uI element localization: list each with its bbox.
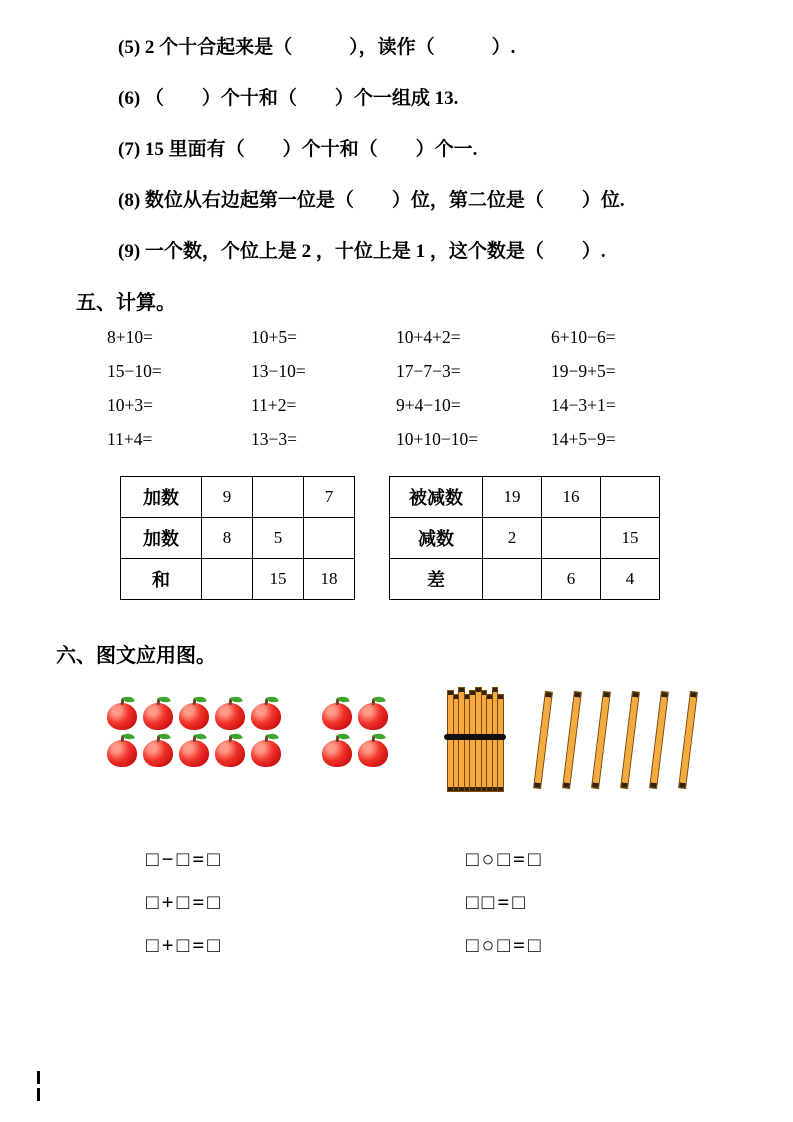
calc-problem: 15−10= (107, 361, 162, 381)
table-cell: 16 (542, 477, 601, 518)
table-cell (542, 518, 601, 559)
stick-icon (620, 691, 640, 789)
apple-icon (107, 703, 137, 730)
table-cell: 15 (253, 559, 304, 600)
calc-problem: 10+5= (251, 327, 297, 347)
section-5-title: 五、计算。 (76, 292, 176, 314)
table-header-cell: 加数 (121, 518, 202, 559)
stick-icon (678, 691, 698, 789)
equations-left-column (146, 838, 296, 967)
equation-blank: □+□=□ (146, 933, 223, 957)
equation-blank: □○□=□ (466, 847, 544, 871)
apple-icon (215, 740, 245, 767)
stick-icon (649, 691, 669, 789)
apple-icon (322, 703, 352, 730)
calc-problem: 9+4−10= (396, 395, 461, 415)
stick-bundle (447, 688, 503, 792)
calc-problem: 17−7−3= (396, 361, 461, 381)
table-cell: 5 (253, 518, 304, 559)
equations-area (146, 838, 793, 967)
apple-icon (179, 740, 209, 767)
apple-icon (358, 703, 388, 730)
calc-problem: 6+10−6= (551, 327, 616, 347)
calc-problem: 10+3= (107, 395, 153, 415)
table-cell (253, 477, 304, 518)
apple-group-left (104, 702, 289, 776)
table-cell: 4 (601, 559, 660, 600)
question-5: (5) 2 个十合起来是（ ），读作（ ）. (118, 37, 516, 58)
page-corner-mark (37, 1071, 40, 1101)
table-cell: 7 (304, 477, 355, 518)
equation-blank: □−□=□ (146, 847, 223, 871)
apple-icon (358, 740, 388, 767)
loose-sticks (539, 688, 713, 789)
table-cell (483, 559, 542, 600)
equation-blank: □○□=□ (466, 933, 544, 957)
table-cell (304, 518, 355, 559)
table-header-cell: 差 (390, 559, 483, 600)
table-cell: 18 (304, 559, 355, 600)
addition-table (120, 476, 355, 600)
apple-icon (107, 740, 137, 767)
stick-icon (497, 694, 504, 792)
question-8: (8) 数位从右边起第一位是（ ）位，第二位是（ ）位. (118, 190, 625, 211)
stick-icon (591, 691, 611, 789)
table-row (121, 518, 355, 559)
calc-problem: 13−10= (251, 361, 306, 381)
tables-row (120, 476, 793, 600)
apple-icon (251, 703, 281, 730)
apple-icon (179, 703, 209, 730)
table-cell: 8 (202, 518, 253, 559)
apple-icon (322, 740, 352, 767)
table-cell (202, 559, 253, 600)
question-7: (7) 15 里面有（ ）个十和（ ）个一. (118, 139, 478, 160)
table-header-cell: 被减数 (390, 477, 483, 518)
table-cell: 15 (601, 518, 660, 559)
table-header-cell: 和 (121, 559, 202, 600)
table-row (390, 559, 660, 600)
calc-problem: 11+2= (251, 395, 297, 415)
calc-problem: 14+5−9= (551, 429, 616, 449)
table-row (390, 477, 660, 518)
equation-blank: □□=□ (466, 890, 529, 914)
table-cell: 19 (483, 477, 542, 518)
table-row (121, 477, 355, 518)
apple-icon (143, 703, 173, 730)
picture-row (104, 688, 793, 794)
apple-icon (143, 740, 173, 767)
stick-icon (562, 691, 582, 789)
table-cell: 9 (202, 477, 253, 518)
apple-icon (215, 703, 245, 730)
table-row (390, 518, 660, 559)
calc-problem: 19−9+5= (551, 361, 616, 381)
calc-problem: 8+10= (107, 327, 153, 347)
fill-in-questions (118, 0, 793, 263)
equation-blank: □+□=□ (146, 890, 223, 914)
table-cell: 6 (542, 559, 601, 600)
apple-group-right (319, 702, 395, 776)
stick-icon (533, 691, 553, 789)
calc-problem: 13−3= (251, 429, 297, 449)
table-cell (601, 477, 660, 518)
section-6-title: 六、图文应用图。 (56, 645, 216, 667)
table-header-cell: 减数 (390, 518, 483, 559)
apple-icon (251, 740, 281, 767)
question-9: (9) 一个数，个位上是 2 ，十位上是 1 ，这个数是（ ）. (118, 241, 606, 262)
calc-problem: 14−3+1= (551, 395, 616, 415)
question-6: (6) （ ）个十和（ ）个一组成 13. (118, 88, 459, 109)
table-header-cell: 加数 (121, 477, 202, 518)
calculation-problems (107, 327, 793, 450)
table-row (121, 559, 355, 600)
subtraction-table (389, 476, 660, 600)
calc-problem: 10+4+2= (396, 327, 461, 347)
equations-right-column (466, 838, 544, 967)
calc-problem: 10+10−10= (396, 429, 479, 449)
table-cell: 2 (483, 518, 542, 559)
calc-problem: 11+4= (107, 429, 153, 449)
